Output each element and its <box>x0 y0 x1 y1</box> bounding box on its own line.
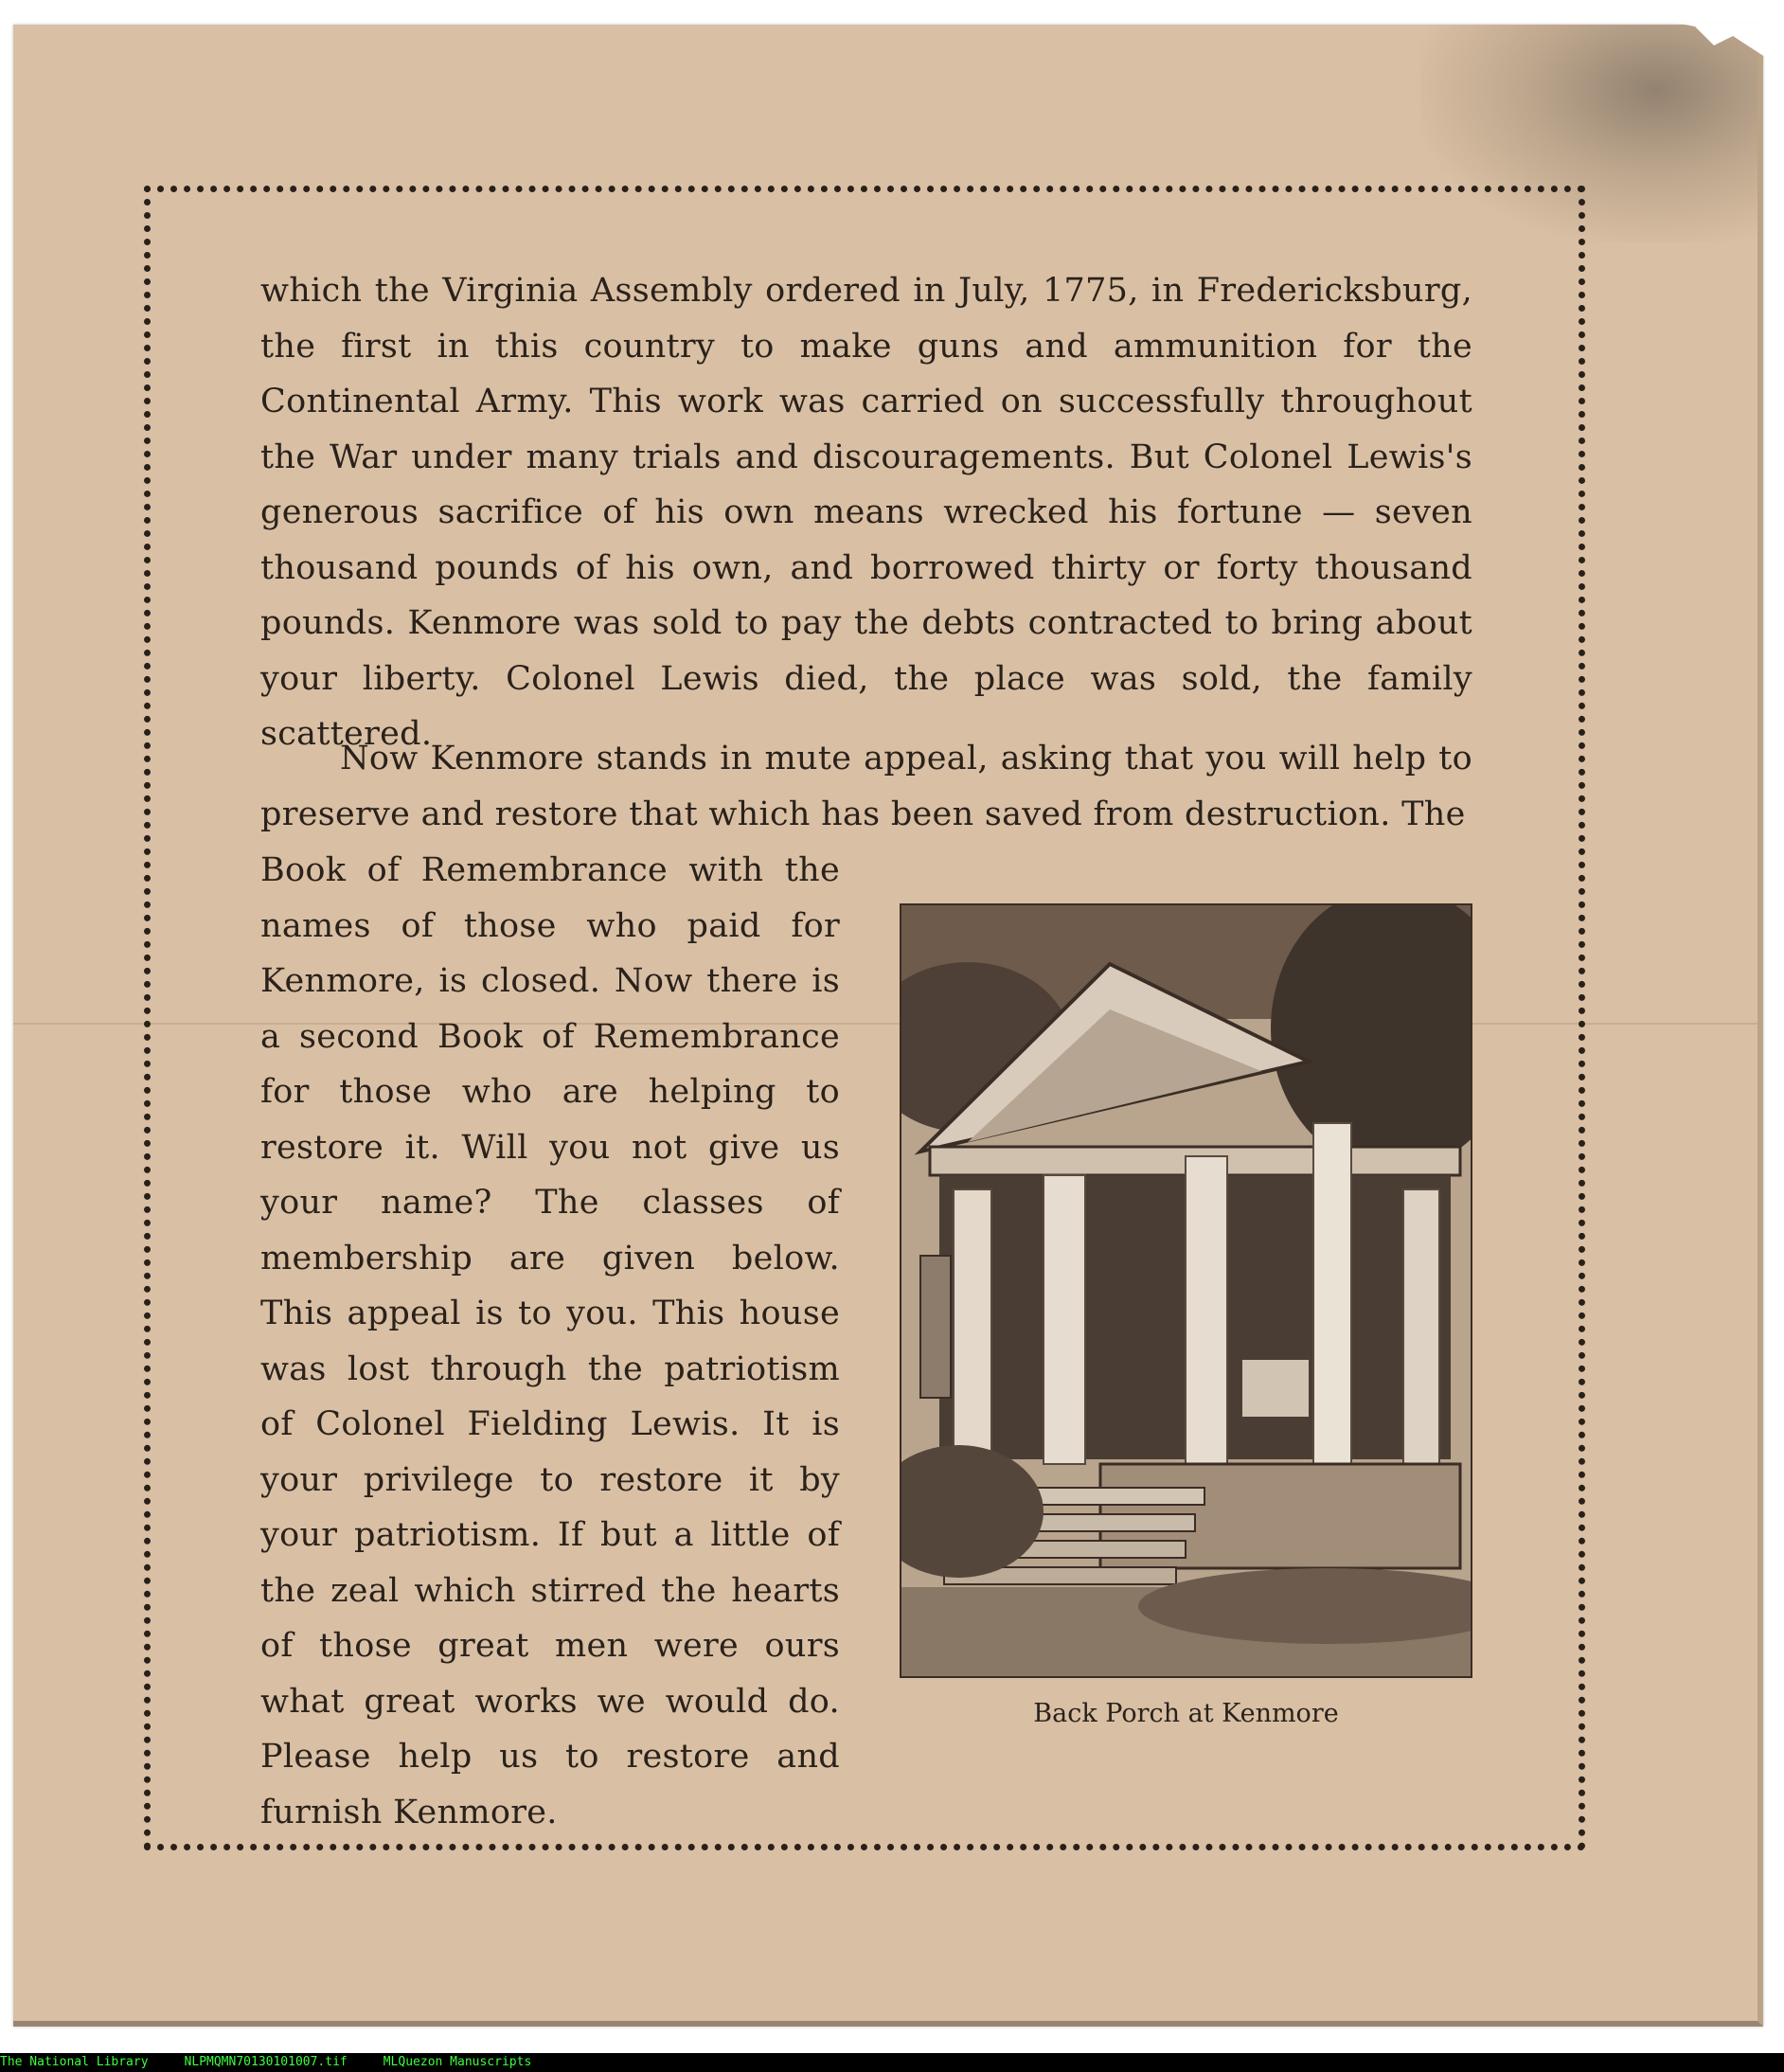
back-porch-photo <box>900 903 1472 1678</box>
footer-filename: NLPMQMN70130101007.tif <box>184 2055 348 2069</box>
footer-library: The National Library <box>0 2055 149 2069</box>
paragraph-continued: which the Virginia Assembly ordered in July, 1775, in Fredericksburg, the first in this country to make guns and ammunition for the Continental Army. This work was carried on successfully throughout the War under many trials and discouragements. But Colonel Lewis's generous sacrifice of his own means wrecked his fortune — seven thousand pounds of his own, and borrowed thirty or forty thousand pounds. Kenmore was sold to pay the debts contracted to bring about your liberty. Colonel Lewis died, the place was sold, the family scattered. <box>260 272 1472 753</box>
footer-collection: MLQuezon Manuscripts <box>383 2055 532 2069</box>
paragraph-appeal: Now Kenmore stands in mute appeal, asking that you will help to preserve and restore that which has been saved from destruction. The <box>260 740 1472 833</box>
photo-caption: Back Porch at Kenmore <box>1033 1699 1339 1728</box>
paragraph-book-of-remembrance: Book of Remembrance with the names of those who paid for Kenmore, is closed. Now there is a second Book of Remembrance for those who are helping to restore it. Will you not give us your name? The classes of membership are given below. This appeal is to you. This house was lost through the patriotism of Colonel Fielding Lewis. It is your privilege to restore it by your patriotism. If but a little of the zeal which stirred the hearts of those great men were ours what great works we would do. Please help us to restore and furnish Kenmore. <box>260 851 840 1831</box>
scan-footer-bar <box>0 2053 1784 2072</box>
